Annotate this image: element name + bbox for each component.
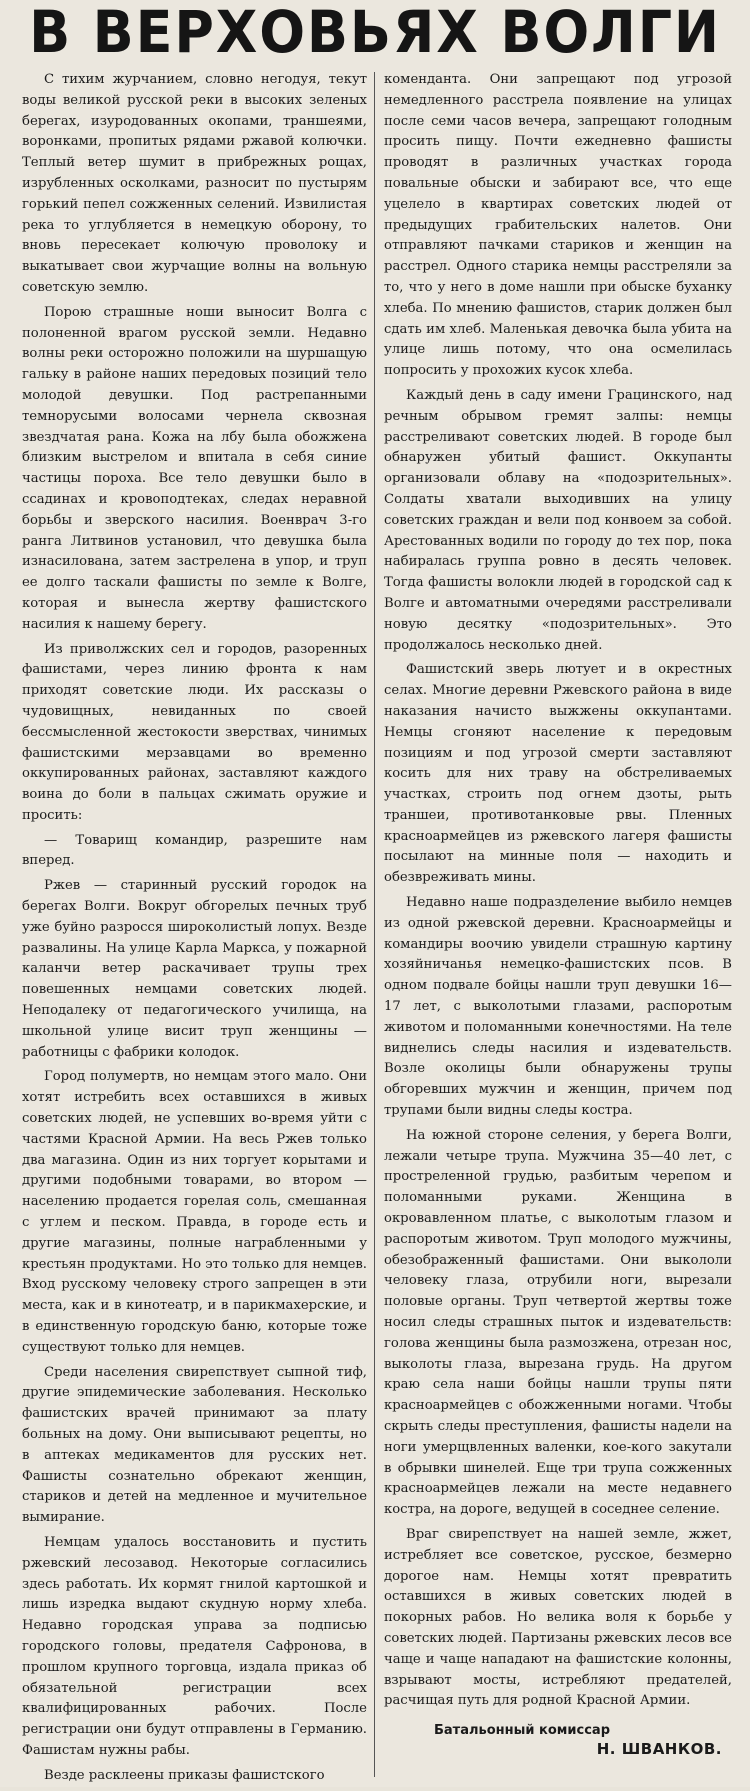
paragraph: Немцам удалось восстановить и пустить ржевский лесозавод. Некоторые согласились здесь работать. Их кормят гнилой картошкой и лишь изредка выдают скудную норму хлеба. Недавно городская управа за подписью городского головы, предателя Сафронова, в прошлом крупного торговца, издала приказ об обязательной регистрации всех квалифицированных рабочих. После регистрации они будут отправлены в Германию. Фашистам нужны рабы. [22, 1534, 367, 1758]
paragraph: С тихим журчанием, словно негодуя, текут воды великой русской реки в высоких зеленых берегах, изуродованных окопами, траншеями, воронками, пропитых рядами ржавой колючки. Теплый ветер шумит в прибрежных рощах, изрубленных осколками, разносит по пустырям горький пепел сожженных селений. Извилистая река то углубляется в немецкую оборону, то вновь пересекает колючую проволоку и выкатывает свои журчащие волны на вольную советскую землю. [22, 72, 367, 295]
headline: В ВЕРХОВЬЯХ ВОЛГИ [29, 0, 721, 66]
signature [384, 1722, 732, 1758]
paragraph: Порою страшные ноши выносит Волга с полоненной врагом русской земли. Недавно волны реки осторожно положили на шуршащую гальку в районе наших передовых позиций тело молодой девушки. Под растрепанными темнорусыми волосами чернела сквозная звездчатая рана. Кожа на лбу была обожжена близким выстрелом и впитала в себя синие частицы пороха. Все тело девушки было в ссадинах и кровоподтеках, следах неравной борьбы и зверского насилия. Военврач 3-го ранга Литвинов установил, что девушка была изнасилована, затем застрелена в упор, и труп ее долго таскали фашисты по земле к Волге, которая и вынесла жертву фашистского насилия к нашему берегу. [22, 304, 367, 632]
column-divider [374, 72, 375, 1777]
right-column [384, 70, 732, 1758]
paragraph: Ржев — старинный русский городок на берегах Волги. Вокруг обгорелых печных труб уже буйно разросся широколистый лопух. Везде развалины. На улице Карла Маркса, у пожарной каланчи ветер раскачивает трупы трех повешенных немцами советских людей. Неподалеку от педагогического училища, на школьной улице висит труп женщины — работницы с фабрики колодок. [22, 878, 367, 1060]
paragraph: На южной стороне селения, у берега Волги, лежали четыре трупа. Мужчина 35—40 лет, с простреленной грудью, разбитым черепом и поломанными руками. Женщина в окровавленном платье, с выколотым глазом и распоротым животом. Труп молодого мужчины, обезображенный фашистами. Они выкололи человеку глаза, отрубили ноги, вырезали половые органы. Труп четвертой жертвы тоже носил следы страшных пыток и издевательств: голова женщины была размозжена, отрезан нос, выколоты глаза, вырезана грудь. На другом краю села наши бойцы нашли трупы пяти красноармейцев с обожженными ногами. Чтобы скрыть следы преступления, фашисты надели на ноги умерщвленных валенки, кое-кого закутали в обрывки шинелей. Еще три трупа сожженных красноармейцев лежали на месте недавнего костра, на дороге, ведущей в соседнее селение. [384, 1127, 732, 1518]
signature-role: Батальонный комиссар [434, 1723, 610, 1739]
paragraph: Каждый день в саду имени Грацинского, над речным обрывом гремят залпы: немцы расстреливают советских людей. В городе был обнаружен убитый фашист. Оккупанты организовали облаву на «подозрительных». Солдаты хватали выходивших на улицу советских граждан и вели под конвоем за собой. Арестованных водили по городу до тех пор, пока набиралась группа ровно в десять человек. Тогда фашисты волокли людей в городской сад к Волге и автоматными очередями расстреливали новую десятку «подозрительных». Это продолжалось несколько дней. [384, 387, 732, 653]
paragraph: — Товарищ командир, разрешите нам вперед. [22, 832, 367, 869]
paragraph: Недавно наше подразделение выбило немцев из одной ржевской деревни. Красноармейцы и командиры воочию увидели страшную картину хозяйничанья немецко-фашистских псов. В одном подвале бойцы нашли труп девушки 16—17 лет, с выколотыми глазами, распоротым животом и поломанными конечностями. На теле виднелись следы насилия и издевательств. Возле околицы были обнаружены трупы обгоревших мужчин и женщин, причем под трупами были видны следы костра. [384, 895, 732, 1119]
left-column [22, 70, 367, 1791]
paragraph: Город полумертв, но немцам этого мало. Они хотят истребить всех оставшихся в живых советских людей, не успевших во-время уйти с частями Красной Армии. На весь Ржев только два магазина. Один из них торгует корытами и другими подобными товарами, во втором — населению продается горелая соль, смешанная с углем и песком. Правда, в городе есть и другие магазины, полные награбленными у крестьян продуктами. Но это только для немцев. Вход русскому человеку строго запрещен в эти места, как и в кинотеатр, и в парикмахерские, и в единственную городскую баню, которые тоже существуют только для немцев. [22, 1069, 367, 1355]
signature-name: Н. ШВАНКОВ. [596, 1740, 722, 1759]
paragraph: Враг свирепствует на нашей земле, жжет, истребляет все советское, русское, безмерно дорогое нам. Немцы хотят превратить оставшихся в живых советских людей в покорных рабов. Но велика воля к борьбе у советских людей. Партизаны ржевских лесов все чаще и чаще нападают на фашистские колонны, взрывают мосты, истребляют предателей, расчищая путь для родной Красной Армии. [384, 1526, 732, 1709]
paragraph: коменданта. Они запрещают под угрозой немедленного расстрела появление на улицах после семи часов вечера, запрещают голодным просить пищу. Почти ежедневно фашисты проводят в различных участках города повальные обыски и забирают все, что еще уцелело в квартирах советских людей от предыдущих грабительских налетов. Они отправляют пачками стариков и женщин на расстрел. Одного старика немцы расстреляли за то, что у него в доме нашли при обыске буханку хлеба. По мнению фашистов, старик должен был сдать им хлеб. Маленькая девочка была убита на улице лишь потому, что она осмелилась попросить у прохожих кусок хлеба. [384, 72, 732, 379]
paragraph: Среди населения свирепствует сыпной тиф, другие эпидемические заболевания. Несколько фашистских врачей принимают за плату больных на дому. Они выписывают рецепты, но в аптеках медикаментов для русских нет. Фашисты сознательно обрекают женщин, стариков и детей на медленное и мучительное вымирание. [22, 1364, 367, 1526]
paragraph: Везде расклеены приказы фашистского [44, 1767, 325, 1783]
paragraph: Из приволжских сел и городов, разоренных фашистами, через линию фронта к нам приходят советские люди. Их рассказы о чудовищных, невиданных по своей бессмысленной жестокости зверствах, чинимых фашистскими мерзавцами во временно оккупированных районах, заставляют каждого воина до боли в пальцах сжимать оружие и просить: [22, 641, 367, 823]
paragraph: Фашистский зверь лютует и в окрестных селах. Многие деревни Ржевского района в виде наказания начисто выжжены оккупантами. Немцы сгоняют население к передовым позициям и под угрозой смерти заставляют косить для них траву на обстреливаемых участках, строить под огнем дзоты, рыть траншеи, противотанковые рвы. Пленных красноармейцев из ржевского лагеря фашисты посылают на минные поля — находить и обезвреживать мины. [384, 662, 732, 886]
